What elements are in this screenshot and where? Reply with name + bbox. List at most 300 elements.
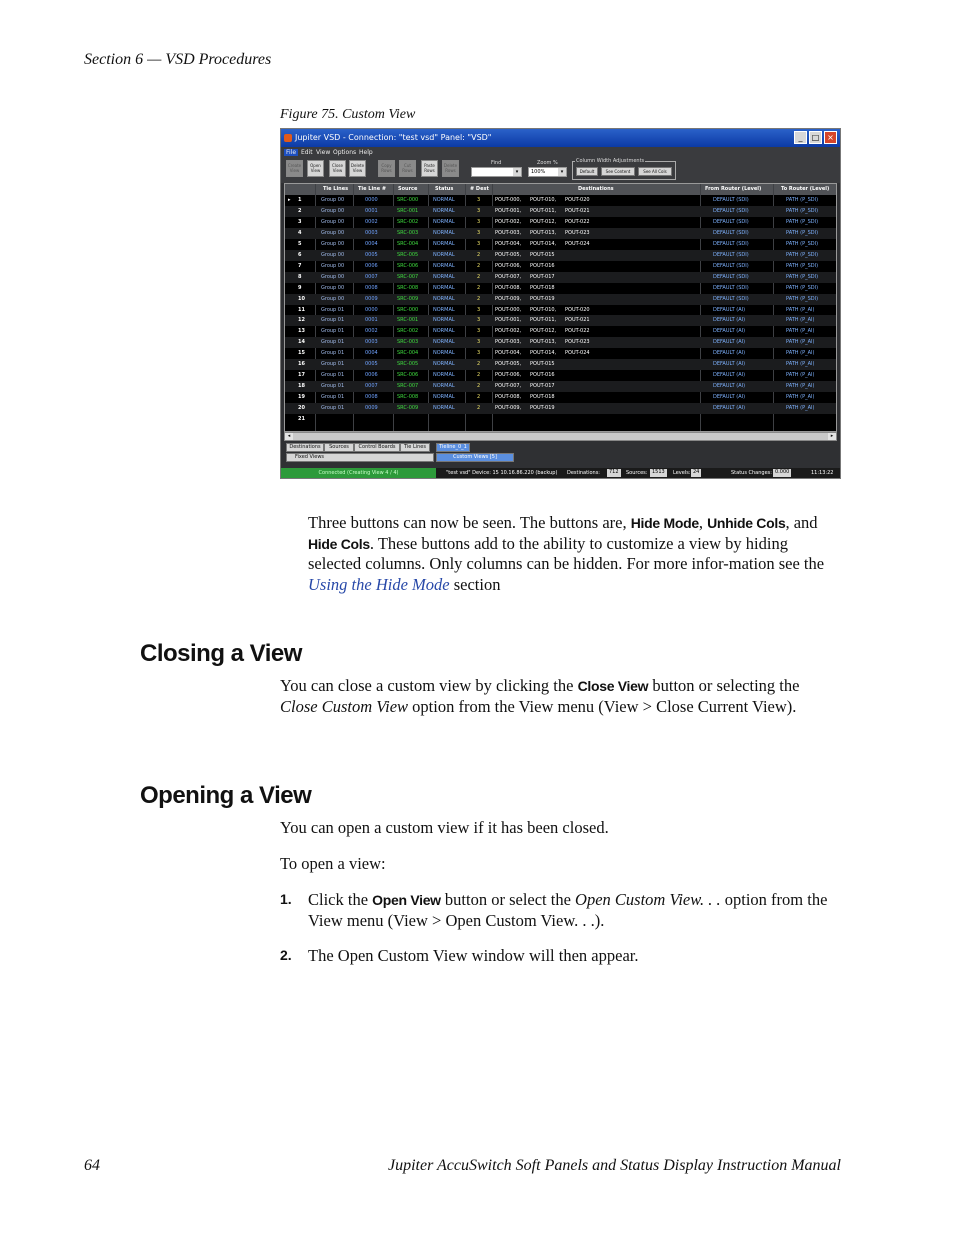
col-header-status[interactable]: Status (435, 186, 454, 192)
custom-view-screenshot (280, 128, 841, 479)
destination-cell-2[interactable]: POUT-010, (530, 197, 557, 203)
row-number[interactable]: 14 (298, 339, 305, 346)
table-row[interactable] (285, 294, 836, 305)
destination-cell-3[interactable]: POUT-020 (565, 306, 590, 313)
destination-cell-2[interactable]: POUT-014, (530, 350, 557, 357)
table-row[interactable] (285, 239, 836, 250)
destination-cell-3[interactable]: POUT-024 (565, 240, 590, 247)
dest-count-cell[interactable]: 2 (477, 284, 481, 291)
tab-custom-views[interactable]: Custom Views [5] (436, 453, 514, 462)
destination-cell-2[interactable]: POUT-015 (530, 361, 555, 368)
table-row[interactable] (285, 337, 836, 348)
from-router-cell[interactable]: DEFAULT (AI) (713, 372, 746, 379)
destination-cell-1[interactable]: POUT-006, (495, 372, 522, 379)
menu-file[interactable]: File (286, 149, 297, 156)
dest-count-cell[interactable]: 2 (477, 262, 481, 269)
menu-options[interactable]: Options (333, 149, 357, 156)
button-label: Cut (404, 163, 411, 168)
destination-cell-2[interactable]: POUT-017 (530, 383, 555, 390)
see-content-button[interactable]: See Content (601, 167, 635, 176)
row-number[interactable]: 9 (298, 284, 302, 291)
row-number[interactable]: 4 (298, 229, 302, 236)
menu-edit[interactable]: Edit (301, 149, 313, 156)
tie-line-number-cell[interactable]: 0000 (365, 306, 378, 313)
col-header-from-router[interactable]: From Router (Level) (705, 186, 762, 192)
col-header-tie-line-num[interactable]: Tie Line # (358, 186, 387, 192)
row-number[interactable]: 16 (298, 361, 305, 368)
from-router-cell[interactable]: DEFAULT (AI) (713, 350, 746, 357)
menu-help[interactable]: Help (359, 149, 373, 156)
table-row[interactable] (285, 414, 836, 425)
tab-destinations[interactable]: Destinations (286, 443, 324, 452)
tie-line-cell[interactable]: Group 01 (321, 372, 345, 379)
from-router-cell[interactable]: DEFAULT (SDI) (713, 273, 749, 280)
to-router-cell[interactable]: PATH (P_AI) (786, 339, 815, 346)
table-row[interactable] (285, 272, 836, 283)
source-cell[interactable]: SRC-006 (397, 262, 419, 269)
dest-count-cell[interactable]: 3 (477, 197, 481, 203)
row-number[interactable]: 17 (298, 372, 305, 379)
status-cell[interactable]: NORMAL (433, 405, 455, 412)
destination-cell-3[interactable]: POUT-023 (565, 339, 590, 346)
status-changes-value: 0.000 (775, 469, 790, 475)
table-row[interactable] (285, 392, 836, 403)
hide-mode-term: Hide Mode (630, 515, 699, 531)
source-cell[interactable]: SRC-001 (397, 317, 419, 324)
to-router-cell[interactable]: PATH (P_SDI) (786, 229, 819, 236)
source-cell[interactable]: SRC-007 (397, 273, 419, 280)
col-header-to-router[interactable]: To Router (Level) (781, 186, 830, 192)
destination-cell-2[interactable]: POUT-011, (530, 207, 557, 214)
to-router-cell[interactable]: PATH (P_AI) (786, 306, 815, 313)
to-router-cell[interactable]: PATH (P_SDI) (786, 240, 819, 247)
tie-line-number-cell[interactable]: 0007 (365, 273, 378, 280)
tab-control-boards[interactable]: Control Boards (354, 443, 400, 452)
tie-line-cell[interactable]: Group 00 (321, 295, 345, 302)
status-cell[interactable]: NORMAL (433, 262, 455, 269)
from-router-cell[interactable]: DEFAULT (AI) (713, 405, 746, 412)
from-router-cell[interactable]: DEFAULT (AI) (713, 383, 746, 390)
create-view-button[interactable] (286, 160, 303, 177)
paste-rows-button[interactable] (421, 160, 438, 177)
destination-cell-3[interactable]: POUT-021 (565, 207, 590, 214)
row-number[interactable]: 18 (298, 383, 305, 390)
tie-line-cell[interactable]: Group 01 (321, 328, 345, 335)
status-cell[interactable]: NORMAL (433, 251, 455, 258)
tab-fixed-views[interactable]: Fixed Views (286, 453, 434, 462)
destination-cell-2[interactable]: POUT-011, (530, 317, 557, 324)
tie-line-number-cell[interactable]: 0003 (365, 339, 378, 346)
destination-cell-2[interactable]: POUT-014, (530, 240, 557, 247)
col-header-tie-lines[interactable]: Tie Lines (323, 186, 349, 192)
tie-line-cell[interactable]: Group 01 (321, 350, 345, 357)
table-row[interactable] (285, 305, 836, 316)
tie-line-cell[interactable]: Group 00 (321, 251, 345, 258)
source-cell[interactable]: SRC-008 (397, 394, 419, 401)
table-row[interactable] (285, 250, 836, 261)
delete-rows-button[interactable] (442, 160, 459, 177)
destination-cell-3[interactable]: POUT-022 (565, 328, 590, 335)
source-cell[interactable]: SRC-003 (397, 229, 419, 236)
from-router-cell[interactable]: DEFAULT (AI) (713, 361, 746, 368)
dest-count-cell[interactable]: 3 (477, 328, 481, 335)
dest-count-cell[interactable]: 2 (477, 383, 481, 390)
destination-cell-3[interactable]: POUT-020 (565, 197, 590, 203)
scroll-right-icon[interactable]: ▸ (828, 433, 836, 440)
status-cell[interactable]: NORMAL (433, 207, 455, 214)
tie-line-cell[interactable]: Group 01 (321, 339, 345, 346)
destination-cell-2[interactable]: POUT-015 (530, 251, 555, 258)
from-router-cell[interactable]: DEFAULT (SDI) (713, 251, 749, 258)
destination-cell-3[interactable]: POUT-024 (565, 350, 590, 357)
row-number[interactable]: 3 (298, 218, 302, 225)
destination-cell-2[interactable]: POUT-019 (530, 405, 555, 412)
status-cell[interactable]: NORMAL (433, 328, 455, 335)
from-router-cell[interactable]: DEFAULT (AI) (713, 317, 746, 324)
status-cell[interactable]: NORMAL (433, 394, 455, 401)
source-cell[interactable]: SRC-000 (397, 306, 419, 313)
destination-cell-1[interactable]: POUT-004, (495, 240, 522, 247)
to-router-cell[interactable]: PATH (P_AI) (786, 328, 815, 335)
destination-cell-1[interactable]: POUT-001, (495, 207, 522, 214)
tie-line-cell[interactable]: Group 01 (321, 405, 345, 412)
tie-line-number-cell[interactable]: 0002 (365, 218, 378, 225)
status-cell[interactable]: NORMAL (433, 284, 455, 291)
destination-cell-2[interactable]: POUT-018 (530, 284, 555, 291)
from-router-cell[interactable]: DEFAULT (AI) (713, 394, 746, 401)
dest-count-cell[interactable]: 2 (477, 273, 481, 280)
source-cell[interactable]: SRC-007 (397, 383, 419, 390)
to-router-cell[interactable]: PATH (P_AI) (786, 361, 815, 368)
tie-line-cell[interactable]: Group 00 (321, 284, 345, 291)
to-router-cell[interactable]: PATH (P_SDI) (786, 262, 819, 269)
from-router-cell[interactable]: DEFAULT (SDI) (713, 218, 749, 225)
from-router-cell[interactable]: DEFAULT (AI) (713, 328, 746, 335)
to-router-cell[interactable]: PATH (P_SDI) (786, 295, 819, 302)
hide-mode-paragraph (308, 513, 844, 595)
source-cell[interactable]: SRC-008 (397, 284, 419, 291)
chevron-down-icon[interactable]: ▾ (513, 168, 521, 176)
cut-rows-button[interactable] (399, 160, 416, 177)
tie-line-number-cell[interactable]: 0000 (365, 197, 378, 203)
dest-count-cell[interactable]: 3 (477, 339, 481, 346)
tie-line-cell[interactable]: Group 00 (321, 273, 345, 280)
destination-cell-1[interactable]: POUT-005, (495, 251, 522, 258)
tie-line-number-cell[interactable]: 0002 (365, 328, 378, 335)
to-router-cell[interactable]: PATH (P_SDI) (786, 207, 819, 214)
find-combo[interactable] (471, 167, 522, 177)
scroll-left-icon[interactable]: ◂ (285, 433, 293, 440)
tie-line-number-cell[interactable]: 0001 (365, 207, 378, 214)
dest-count-cell[interactable]: 3 (477, 350, 481, 357)
close-view-button[interactable] (329, 160, 346, 177)
destination-cell-3[interactable]: POUT-021 (565, 317, 590, 324)
destination-cell-2[interactable]: POUT-012, (530, 328, 557, 335)
destination-cell-1[interactable]: POUT-000, (495, 306, 522, 313)
dest-count-cell[interactable]: 2 (477, 394, 481, 401)
source-cell[interactable]: SRC-000 (397, 197, 419, 203)
source-cell[interactable]: SRC-009 (397, 295, 419, 302)
source-cell[interactable]: SRC-001 (397, 207, 419, 214)
view-tabs (284, 443, 837, 465)
button-label: Rows (381, 168, 392, 173)
destination-cell-1[interactable]: POUT-004, (495, 350, 522, 357)
status-cell[interactable]: NORMAL (433, 372, 455, 379)
source-cell[interactable]: SRC-009 (397, 405, 419, 412)
tie-line-cell[interactable]: Group 01 (321, 394, 345, 401)
source-cell[interactable]: SRC-003 (397, 339, 419, 346)
to-router-cell[interactable]: PATH (P_SDI) (786, 284, 819, 291)
status-cell[interactable]: NORMAL (433, 229, 455, 236)
tie-line-cell[interactable]: Group 00 (321, 240, 345, 247)
destination-cell-2[interactable]: POUT-012, (530, 218, 557, 225)
row-number[interactable]: 8 (298, 273, 302, 280)
grid-header (285, 184, 836, 195)
col-header-dest-count[interactable]: # Dest (470, 186, 489, 192)
dest-count-cell[interactable]: 2 (477, 372, 481, 379)
destination-cell-2[interactable]: POUT-017 (530, 273, 555, 280)
tie-line-number-cell[interactable]: 0006 (365, 372, 378, 379)
to-router-cell[interactable]: PATH (P_AI) (786, 394, 815, 401)
to-router-cell[interactable]: PATH (P_SDI) (786, 273, 819, 280)
status-cell[interactable]: NORMAL (433, 273, 455, 280)
source-cell[interactable]: SRC-005 (397, 251, 419, 258)
menu-view[interactable]: View (316, 149, 331, 156)
tie-line-cell[interactable]: Group 01 (321, 383, 345, 390)
to-open-view-text: To open a view: (280, 854, 386, 873)
row-number[interactable]: 1 (298, 197, 302, 203)
delete-view-button[interactable] (349, 160, 366, 177)
button-label: View (289, 168, 300, 173)
source-cell[interactable]: SRC-004 (397, 240, 419, 247)
window-title: Jupiter VSD - Connection: "test vsd" Panel: "VSD" (295, 133, 492, 142)
app-icon (284, 134, 292, 142)
tab-tie-lines[interactable]: Tie Lines (400, 443, 430, 452)
table-row[interactable] (285, 403, 836, 414)
col-header-destinations[interactable]: Destinations (578, 186, 614, 192)
destination-cell-1[interactable]: POUT-007, (495, 383, 522, 390)
dest-count-cell[interactable]: 3 (477, 240, 481, 247)
dest-count-cell[interactable]: 3 (477, 207, 481, 214)
destination-cell-2[interactable]: POUT-013, (530, 229, 557, 236)
status-cell[interactable]: NORMAL (433, 218, 455, 225)
to-router-cell[interactable]: PATH (P_SDI) (786, 251, 819, 258)
status-cell[interactable]: NORMAL (433, 339, 455, 346)
dest-count-cell[interactable]: 2 (477, 295, 481, 302)
tie-line-number-cell[interactable]: 0009 (365, 405, 378, 412)
from-router-cell[interactable]: DEFAULT (SDI) (713, 240, 749, 247)
tie-line-cell[interactable]: Group 00 (321, 207, 345, 214)
destination-cell-1[interactable]: POUT-002, (495, 218, 522, 225)
tie-line-number-cell[interactable]: 0003 (365, 229, 378, 236)
dest-count-cell[interactable]: 2 (477, 361, 481, 368)
destination-cell-1[interactable]: POUT-008, (495, 394, 522, 401)
table-row[interactable] (285, 195, 836, 206)
col-header-source[interactable]: Source (398, 186, 418, 192)
tie-line-cell[interactable]: Group 00 (321, 229, 345, 236)
destination-cell-1[interactable]: POUT-006, (495, 262, 522, 269)
destination-cell-3[interactable]: POUT-022 (565, 218, 590, 225)
row-number[interactable]: 7 (298, 262, 302, 269)
to-router-cell[interactable]: PATH (P_SDI) (786, 218, 819, 225)
to-router-cell[interactable]: PATH (P_AI) (786, 383, 815, 390)
row-number[interactable]: 11 (298, 306, 305, 313)
status-cell[interactable]: NORMAL (433, 295, 455, 302)
copy-rows-button[interactable] (378, 160, 395, 177)
text-run: button or select the (440, 890, 576, 909)
tie-line-number-cell[interactable]: 0008 (365, 394, 378, 401)
button-label: Rows (402, 168, 413, 173)
tie-line-number-cell[interactable]: 0001 (365, 317, 378, 324)
dest-count-cell[interactable]: 3 (477, 218, 481, 225)
maximize-icon[interactable]: □ (809, 131, 822, 144)
destination-cell-2[interactable]: POUT-018 (530, 394, 555, 401)
tab-tieline-0-1[interactable]: Tieline_0_1 (436, 443, 470, 452)
destination-cell-1[interactable]: POUT-000, (495, 197, 522, 203)
tie-line-cell[interactable]: Group 00 (321, 218, 345, 225)
see-all-cols-button[interactable]: See All Cols (638, 167, 672, 176)
tie-line-cell[interactable]: Group 00 (321, 262, 345, 269)
table-row[interactable] (285, 370, 836, 381)
text-run: Click the (308, 890, 373, 909)
row-number[interactable]: 20 (298, 405, 305, 412)
tie-line-cell[interactable]: Group 01 (321, 317, 345, 324)
closing-view-paragraph (280, 676, 840, 717)
dest-count-cell[interactable]: 3 (477, 229, 481, 236)
zoom-combo[interactable] (528, 167, 567, 177)
tie-line-number-cell[interactable]: 0008 (365, 284, 378, 291)
destination-cell-1[interactable]: POUT-007, (495, 273, 522, 280)
figure-caption: Figure 75. Custom View (280, 107, 416, 122)
row-number[interactable]: 2 (298, 207, 302, 214)
to-router-cell[interactable]: PATH (P_AI) (786, 405, 815, 412)
table-row[interactable] (285, 261, 836, 272)
destination-cell-1[interactable]: POUT-009, (495, 405, 522, 412)
tab-sources[interactable]: Sources (324, 443, 354, 452)
tie-line-number-cell[interactable]: 0004 (365, 350, 378, 357)
tie-line-number-cell[interactable]: 0007 (365, 383, 378, 390)
to-router-cell[interactable]: PATH (P_SDI) (786, 197, 819, 203)
from-router-cell[interactable]: DEFAULT (SDI) (713, 207, 749, 214)
source-cell[interactable]: SRC-005 (397, 361, 419, 368)
table-row[interactable] (285, 228, 836, 239)
tie-line-number-cell[interactable]: 0005 (365, 361, 378, 368)
tie-line-number-cell[interactable]: 0005 (365, 251, 378, 258)
table-row[interactable] (285, 206, 836, 217)
status-cell[interactable]: NORMAL (433, 350, 455, 357)
text-run: option from the View menu (View > Open Custom View. . .). (308, 890, 828, 930)
dest-count-cell[interactable]: 2 (477, 251, 481, 258)
from-router-cell[interactable]: DEFAULT (SDI) (713, 295, 749, 302)
status-cell[interactable]: NORMAL (433, 240, 455, 247)
source-cell[interactable]: SRC-006 (397, 372, 419, 379)
destination-cell-1[interactable]: POUT-001, (495, 317, 522, 324)
status-cell[interactable]: NORMAL (433, 306, 455, 313)
source-cell[interactable]: SRC-002 (397, 218, 419, 225)
to-router-cell[interactable]: PATH (P_AI) (786, 317, 815, 324)
status-cell[interactable]: NORMAL (433, 383, 455, 390)
table-row[interactable] (285, 217, 836, 228)
destination-cell-1[interactable]: POUT-003, (495, 229, 522, 236)
destination-cell-2[interactable]: POUT-016 (530, 372, 555, 379)
from-router-cell[interactable]: DEFAULT (SDI) (713, 229, 749, 236)
table-row[interactable] (285, 283, 836, 294)
open-view-button[interactable] (307, 160, 324, 177)
from-router-cell[interactable]: DEFAULT (SDI) (713, 284, 749, 291)
row-number[interactable]: 15 (298, 350, 305, 357)
from-router-cell[interactable]: DEFAULT (SDI) (713, 262, 749, 269)
tie-line-cell[interactable]: Group 00 (321, 197, 345, 203)
from-router-cell[interactable]: DEFAULT (AI) (713, 306, 746, 313)
row-number[interactable]: 13 (298, 328, 305, 335)
dest-count-cell[interactable]: 3 (477, 317, 481, 324)
status-cell[interactable]: NORMAL (433, 317, 455, 324)
row-selector-icon: ▸ (288, 197, 291, 203)
tie-line-number-cell[interactable]: 0006 (365, 262, 378, 269)
from-router-cell[interactable]: DEFAULT (SDI) (713, 197, 749, 203)
row-number[interactable]: 5 (298, 240, 302, 247)
tie-line-cell[interactable]: Group 01 (321, 361, 345, 368)
row-number[interactable]: 19 (298, 394, 305, 401)
table-row[interactable] (285, 359, 836, 370)
status-cell[interactable]: NORMAL (433, 361, 455, 368)
row-number[interactable]: 21 (298, 416, 305, 422)
destination-cell-2[interactable]: POUT-010, (530, 306, 557, 313)
dest-count-cell[interactable]: 3 (477, 306, 481, 313)
destination-cell-1[interactable]: POUT-009, (495, 295, 522, 302)
destination-cell-1[interactable]: POUT-005, (495, 361, 522, 368)
status-cell[interactable]: NORMAL (433, 197, 455, 203)
chevron-down-icon[interactable]: ▾ (558, 168, 566, 176)
button-label: Paste (424, 163, 435, 168)
destination-cell-2[interactable]: POUT-019 (530, 295, 555, 302)
table-row[interactable] (285, 315, 836, 326)
minimize-icon[interactable]: _ (794, 131, 807, 144)
row-number[interactable]: 6 (298, 251, 302, 258)
destination-cell-3[interactable]: POUT-023 (565, 229, 590, 236)
destination-cell-2[interactable]: POUT-013, (530, 339, 557, 346)
tie-line-number-cell[interactable]: 0004 (365, 240, 378, 247)
from-router-cell[interactable]: DEFAULT (AI) (713, 339, 746, 346)
to-router-cell[interactable]: PATH (P_AI) (786, 372, 815, 379)
button-label: Delete (443, 163, 458, 168)
tie-line-cell[interactable]: Group 01 (321, 306, 345, 313)
tie-line-number-cell[interactable]: 0009 (365, 295, 378, 302)
table-row[interactable] (285, 381, 836, 392)
destination-cell-1[interactable]: POUT-008, (495, 284, 522, 291)
page-number: 64 (84, 1157, 100, 1174)
source-cell[interactable]: SRC-004 (397, 350, 419, 357)
dest-count-cell[interactable]: 2 (477, 405, 481, 412)
destination-cell-2[interactable]: POUT-016 (530, 262, 555, 269)
to-router-cell[interactable]: PATH (P_AI) (786, 350, 815, 357)
using-hide-mode-link[interactable]: Using the Hide Mode (308, 574, 450, 594)
button-label: Open (310, 163, 321, 168)
horizontal-scrollbar[interactable] (284, 432, 837, 441)
destination-cell-1[interactable]: POUT-002, (495, 328, 522, 335)
table-row[interactable] (285, 326, 836, 337)
opening-view-heading: Opening a View (140, 782, 312, 809)
close-icon[interactable]: × (824, 131, 837, 144)
source-cell[interactable]: SRC-002 (397, 328, 419, 335)
row-number[interactable]: 10 (298, 295, 305, 302)
row-number[interactable]: 12 (298, 317, 305, 324)
sources-label: Sources: (626, 470, 648, 476)
destination-cell-1[interactable]: POUT-003, (495, 339, 522, 346)
text-run: . These buttons add to the ability to customize a view by hiding selected columns. Only columns can be hidden. For more infor-mation see the (308, 533, 825, 573)
table-row[interactable] (285, 348, 836, 359)
default-button[interactable]: Default (576, 167, 598, 176)
